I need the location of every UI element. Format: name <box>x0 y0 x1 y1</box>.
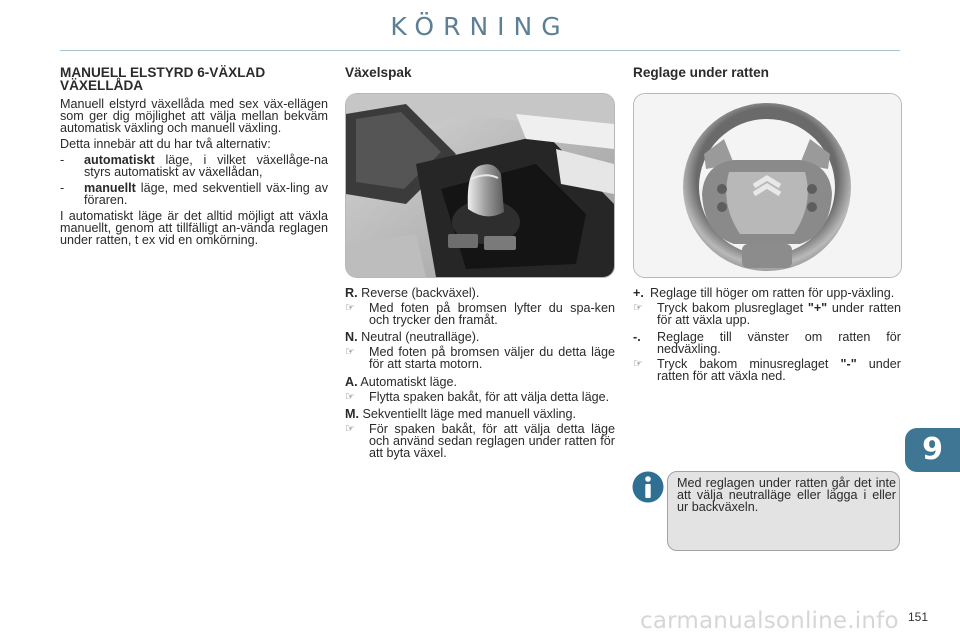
instruction-text: Tryck bakom minusreglaget <box>657 356 841 371</box>
position-text: Reverse (backväxel). <box>357 286 480 300</box>
position-automatic <box>345 374 615 404</box>
paddle-plus <box>633 288 901 300</box>
instruction-text: Flytta spaken bakåt, för att välja detta läge. <box>369 389 610 404</box>
position-label: N. <box>345 330 358 345</box>
option-text: läge, i vilket växellåge-na styrs automatiskt av växellådan, <box>84 153 328 179</box>
paddle-label: +. <box>633 286 644 300</box>
pointer-icon: ☞ <box>633 301 643 314</box>
instruction-text: Tryck bakom plusreglaget <box>657 300 808 315</box>
option-text: läge, med sekventiell väx-ling av föraren. <box>84 180 328 207</box>
pointer-icon: ☞ <box>345 390 355 403</box>
option-term: automatiskt <box>84 153 155 168</box>
watermark: carmanualsonline.info <box>640 608 899 634</box>
chapter-tab[interactable]: 9 <box>905 428 960 472</box>
intro-paragraph: Manuell elstyrd växellåda med sex väx-ellägen som ger dig möjlighet att välja mellan bekväm automatisk växling och manuell växling. <box>60 97 328 135</box>
paddle-plus-step <box>633 300 901 327</box>
position-label: A. <box>345 374 358 389</box>
paddle-minus-step <box>633 356 901 383</box>
option-term: manuellt <box>84 180 136 195</box>
position-text: Sekventiellt läge med manuell växling. <box>359 407 577 422</box>
option-manual <box>60 180 328 207</box>
column-gear-lever <box>345 66 615 79</box>
instruction-key: "-" <box>840 356 857 371</box>
column-intro <box>60 66 328 247</box>
steering-wheel-photo <box>633 93 902 278</box>
dash-mark: - <box>60 180 65 195</box>
pointer-icon: ☞ <box>345 423 355 436</box>
instruction-text: under ratten för att växla ned. <box>657 356 901 383</box>
dash-mark: - <box>60 153 65 168</box>
pointer-icon: ☞ <box>345 301 355 314</box>
gear-lever-photo <box>345 93 615 278</box>
paddle-list <box>633 288 901 383</box>
instruction-text: under ratten för att växla upp. <box>657 300 901 327</box>
outro-paragraph: I automatiskt läge är det alltid möjligt att växla manuellt, genom att tillfälligt an-vända reglagen under ratten, t ex vid en omkörning. <box>60 209 328 247</box>
pointer-icon: ☞ <box>633 357 643 370</box>
position-neutral <box>345 332 615 370</box>
position-text: Automatiskt läge. <box>357 374 457 389</box>
header-divider <box>60 50 900 51</box>
section-heading-gearbox: MANUELL ELSTYRD 6-VÄXLAD VÄXELLÅDA <box>60 65 266 93</box>
paddle-text: Reglage till höger om ratten för upp-växling. <box>650 286 895 300</box>
option-automatic <box>60 155 328 179</box>
pointer-icon: ☞ <box>345 346 355 359</box>
instruction-text: Med foten på bromsen väljer du detta läge för att starta motorn. <box>369 345 615 371</box>
alternatives-intro: Detta innebär att du har två alternativ: <box>60 137 271 152</box>
info-note <box>667 471 900 551</box>
section-heading-lever: Växelspak <box>345 65 412 80</box>
position-label: M. <box>345 407 359 422</box>
instruction-text: För spaken bakåt, för att välja detta läge och använd sedan reglagen under ratten för att byta växel. <box>369 422 615 460</box>
instruction-key: "+" <box>807 300 828 315</box>
position-manual <box>345 409 615 459</box>
info-icon <box>632 471 664 503</box>
position-reverse <box>345 288 615 326</box>
info-text: Med reglagen under ratten går det inte att välja neutralläge eller lägga i eller ur backväxeln. <box>677 476 896 514</box>
section-heading-paddles: Reglage under ratten <box>633 65 769 80</box>
page-number: 151 <box>908 610 929 624</box>
page-title: KÖRNING <box>390 12 570 41</box>
column-paddles <box>633 66 901 79</box>
instruction-text: Med foten på bromsen lyfter du spa-ken och trycker den framåt. <box>369 300 615 327</box>
gear-positions-list <box>345 288 615 460</box>
paddle-label: -. <box>633 330 641 345</box>
paddle-text: Reglage till vänster om ratten för nedväxling. <box>657 330 901 357</box>
position-label: R. <box>345 286 358 300</box>
paddle-minus <box>633 332 901 356</box>
position-text: Neutral (neutralläge). <box>357 330 480 345</box>
